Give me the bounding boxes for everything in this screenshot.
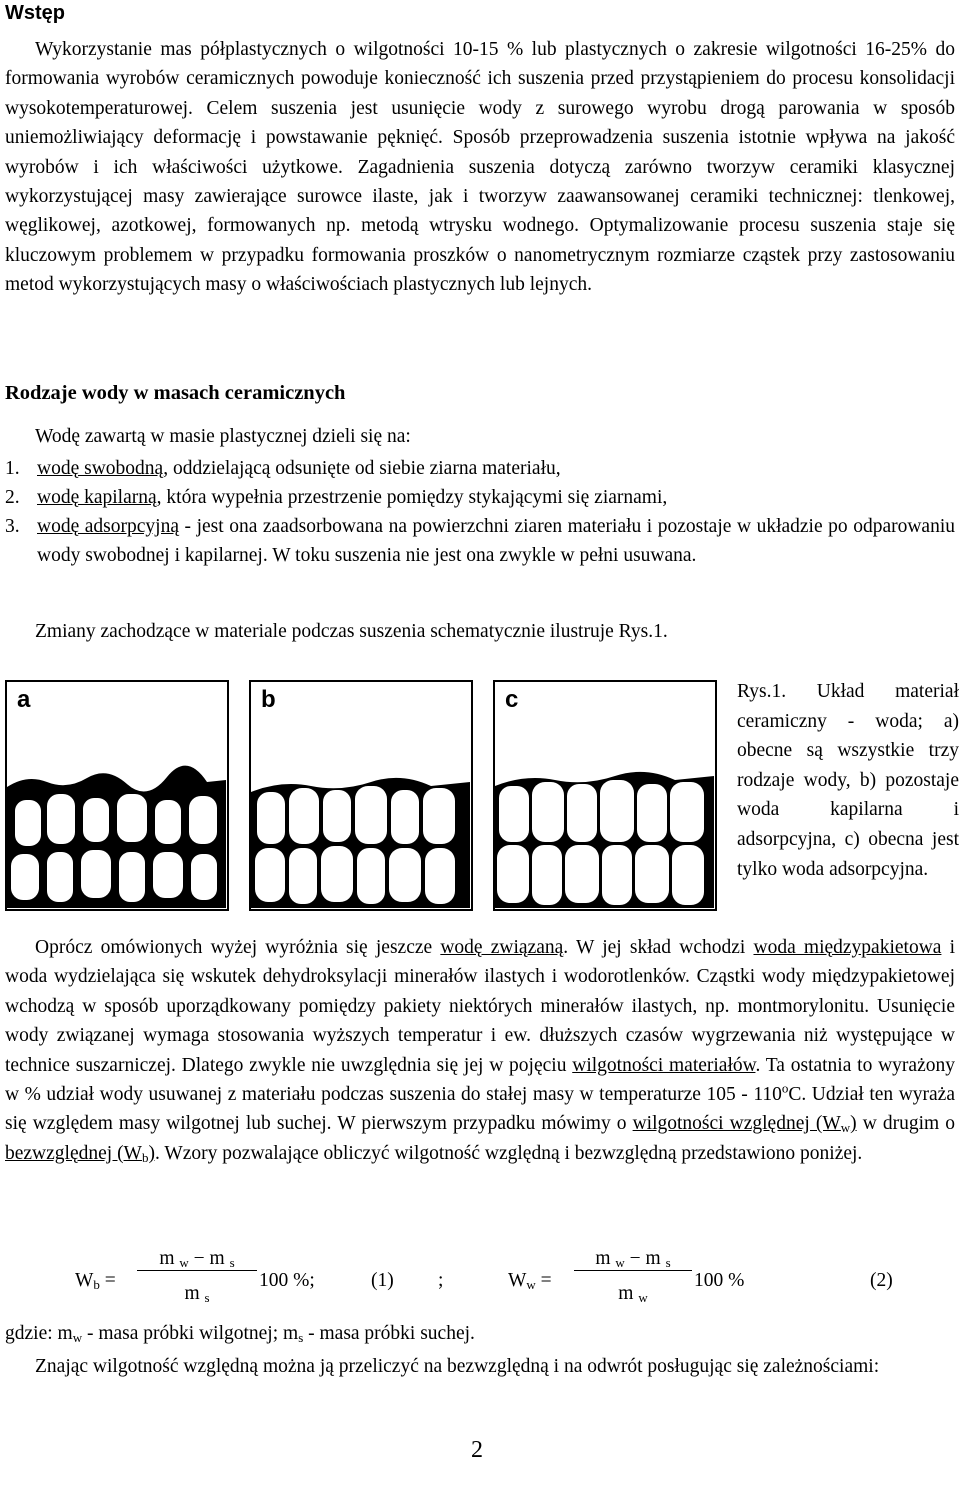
page-number: 2 xyxy=(471,1437,483,1463)
intro-paragraph: Wykorzystanie mas półplastycznych o wilgotności 10-15 % lub plastycznych o zakresie wilgotności 16-25% do formowania wyrobów ceramicznych powoduje konieczność ich suszenia przed przystąpieniem do procesu konsolidacji wysokotemperaturowej. Celem suszenia jest usunięcie wody z surowego wyrobu drogą parowania w sposób uniemożliwiający deformację i powstawanie pęknięć. Sposób przeprowadzenia suszenia istotnie wpływa na jakość wyrobów i ich właściwości użytkowe. Zagadnienia suszenia dotyczą zarówno tworzyw ceramiki klasycznej wykorzystującej masy zawierające surowce ilaste, jak i tworzyw zaawansowanej ceramiki technicznej: tlenkowej, węglikowej, azotkowej, formowanych np. metodą wtrysku wodnego. Optymalizowanie procesu suszenia staje się kluczowym problemem w przypadku formowania proszków o nanometrycznym rozmiarze cząstek przy zastosowaniu metod wykorzystujących masy o właściwościach plastycznych lub lejnych. xyxy=(5,39,955,296)
section-heading: Rodzaje wody w masach ceramicznych xyxy=(5,382,346,404)
panel-label-c: c xyxy=(505,686,519,713)
panel-a-drawing xyxy=(7,682,226,908)
formula-1: $W_b$ = $\frac{m _w - m _s}{m _s}$ 100 %; (1) xyxy=(75,1248,394,1305)
figure-intro: Zmiany zachodzące w materiale podczas suszenia schematycznie ilustruje Rys.1. xyxy=(35,621,668,642)
heading-wstep: Wstęp xyxy=(5,2,65,24)
list-item: 2. wodę kapilarną, która wypełnia przestrzenie pomiędzy stykającymi się ziarnami, xyxy=(5,487,668,508)
formula-2-label: (2) xyxy=(870,1270,893,1291)
last-paragraph: Znając wilgotność względną można ją przeliczyć na bezwzględną i na odwrót posługując się zależnościami: xyxy=(35,1356,880,1377)
figure-panel-a xyxy=(5,680,229,911)
formula-2: $W_w$ = $\frac{m _w - m _s}{m _w}$ 100 % (2) xyxy=(508,1248,893,1305)
term-free-water: wodę swobodną xyxy=(37,458,164,479)
list-item: 1. wodę swobodną, oddzielającą odsunięte od siebie ziarna materiału, xyxy=(5,458,561,479)
term-capillary-water: wodę kapilarną xyxy=(37,487,157,508)
figure-panel-c xyxy=(493,680,717,911)
panel-label-a: a xyxy=(17,686,31,713)
formula-1-label: (1) xyxy=(371,1270,394,1291)
panel-label-b: b xyxy=(261,686,276,713)
term-adsorption-water: wodę adsorpcyjną xyxy=(37,516,179,537)
fraction-2: $\frac{m _w - m _s}{m _w}$ xyxy=(574,1248,692,1305)
formula-separator: ; xyxy=(438,1270,444,1291)
panel-b-drawing xyxy=(251,682,470,908)
bound-water-paragraph: Oprócz omówionych wyżej wyróżnia się jeszcze wodę związaną. W jej skład wchodzi woda międzypakietowa i woda wydzielająca się wskutek dehydroksylacji minerałów ilastych i wodorotlenków. Cząstki wody międzypakietowej wchodzą w sposób uporządkowany pomiędzy pakiety niektórych minerałów ilastych, np. montmorylonitu. Usunięcie wody związanej wymaga stosowania wyższych temperatur i ew. dłuższych czasów wygrzewania niż występujące w technice suszarniczej. Dlatego zwykle nie uwzględnia się jej w pojęciu wilgotności materiałów. Ta ostatnia to wyrażony w % udział wody usuwanej z materiału podczas suszenia do stałej masy w temperaturze 105 - 110$^o$C. Udział ten wyraża się względem masy wilgotnej lub suchej. W pierwszym przypadku mówimy o wilgotności względnej $(W_w)$ w drugim o bezwzględnej $(W_b)$. Wzory pozwalające obliczyć wilgotność względną i bezwzględną przedstawiono poniżej. xyxy=(5,937,956,1165)
list-item: 3. wodę adsorpcyjną - jest ona zaadsorbowana na powierzchni ziaren materiału i pozostaje w układzie po odparowaniu wody swobodnej i kapilarnej. W toku suszenia nie jest ona zwykle w pełni usuwana. xyxy=(5,516,956,566)
panel-c-drawing xyxy=(495,682,714,908)
list-intro: Wodę zawartą w masie plastycznej dzieli się na: xyxy=(35,426,411,447)
water-types-list xyxy=(5,454,955,570)
fraction-1: $\frac{m _w - m _s}{m _s}$ xyxy=(137,1248,257,1305)
figure-panel-b xyxy=(249,680,473,911)
formula-legend: gdzie: $m_w$ - masa próbki wilgotnej; $m_s$ - masa próbki suchej. xyxy=(5,1323,475,1345)
figure-caption: Rys.1. Układ materiał ceramiczny - woda; a) obecne są wszystkie trzy rodzaje wody, b) pozostaje woda kapilarna i adsorpcyjna, c) obecna jest tylko woda adsorpcyjna. xyxy=(737,681,959,880)
